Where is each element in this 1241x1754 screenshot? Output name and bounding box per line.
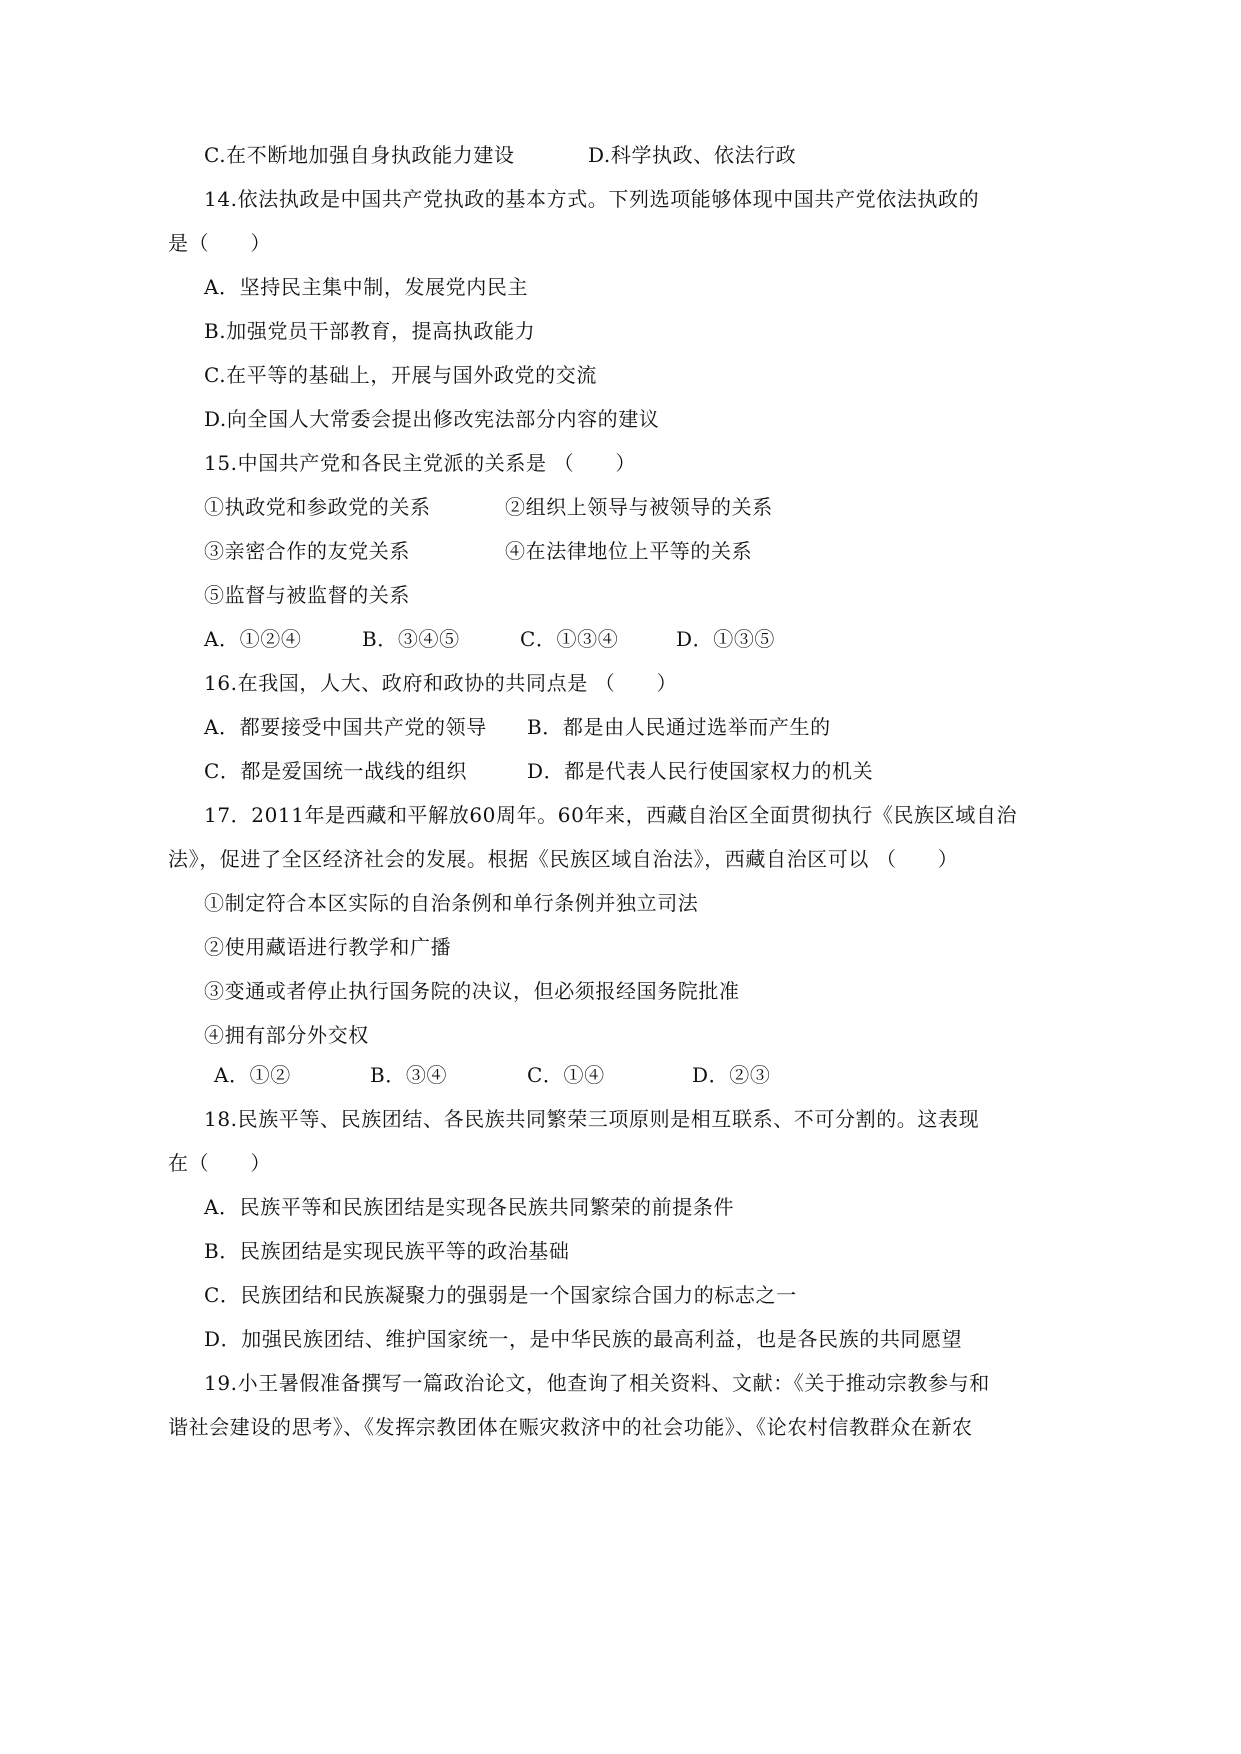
q16-option-c: C．都是爱国统一战线的组织 bbox=[204, 759, 468, 783]
q18-stem-continued: 在（ ） bbox=[168, 1151, 271, 1175]
q15-item-2: ②组织上领导与被领导的关系 bbox=[505, 495, 773, 519]
q14-stem: 14.依法执政是中国共产党执政的基本方式。下列选项能够体现中国共产党依法执政的 bbox=[204, 187, 980, 211]
q14-option-a: A．坚持民主集中制，发展党内民主 bbox=[204, 275, 529, 299]
q17-stem-continued: 法》，促进了全区经济社会的发展。根据《民族区域自治法》，西藏自治区可以 （ ） bbox=[168, 847, 959, 871]
q14-option-d: D.向全国人大常委会提出修改宪法部分内容的建议 bbox=[204, 407, 660, 431]
q17-option-c: C．①④ bbox=[527, 1063, 605, 1087]
q15-item-3: ③亲密合作的友党关系 bbox=[204, 539, 410, 563]
q13-option-d: D.科学执政、依法行政 bbox=[588, 143, 797, 167]
q18-option-c: C．民族团结和民族凝聚力的强弱是一个国家综合国力的标志之一 bbox=[204, 1283, 797, 1307]
q15-option-d: D．①③⑤ bbox=[676, 627, 776, 651]
q18-option-d: D．加强民族团结、维护国家统一，是中华民族的最高利益，也是各民族的共同愿望 bbox=[204, 1327, 963, 1351]
q17-stem: 17．2011年是西藏和平解放60周年。60年来，西藏自治区全面贯彻执行《民族区域自治 bbox=[204, 803, 1018, 827]
q14-option-b: B.加强党员干部教育，提高执政能力 bbox=[204, 319, 536, 343]
q17-option-b: B．③④ bbox=[370, 1063, 448, 1087]
q15-stem: 15.中国共产党和各民主党派的关系是 （ ） bbox=[204, 451, 636, 475]
q15-item-1: ①执政党和参政党的关系 bbox=[204, 495, 431, 519]
q17-option-d: D．②③ bbox=[692, 1063, 771, 1087]
q16-option-d: D．都是代表人民行使国家权力的机关 bbox=[527, 759, 874, 783]
q17-item-1: ①制定符合本区实际的自治条例和单行条例并独立司法 bbox=[204, 891, 699, 915]
q17-item-2: ②使用藏语进行教学和广播 bbox=[204, 935, 452, 959]
q14-option-c: C.在平等的基础上，开展与国外政党的交流 bbox=[204, 363, 597, 387]
q17-item-3: ③变通或者停止执行国务院的决议，但必须报经国务院批准 bbox=[204, 979, 740, 1003]
q16-option-a: A．都要接受中国共产党的领导 bbox=[204, 715, 487, 739]
q19-stem: 19.小王暑假准备撰写一篇政治论文，他查询了相关资料、文献：《关于推动宗教参与和 bbox=[204, 1371, 990, 1395]
q15-item-5: ⑤监督与被监督的关系 bbox=[204, 583, 410, 607]
q15-item-4: ④在法律地位上平等的关系 bbox=[505, 539, 753, 563]
q18-option-b: B．民族团结是实现民族平等的政治基础 bbox=[204, 1239, 570, 1263]
q16-stem: 16.在我国，人大、政府和政协的共同点是 （ ） bbox=[204, 671, 678, 695]
q15-option-c: C．①③④ bbox=[520, 627, 619, 651]
q18-option-a: A．民族平等和民族团结是实现各民族共同繁荣的前提条件 bbox=[204, 1195, 735, 1219]
q13-option-c: C.在不断地加强自身执政能力建设 bbox=[204, 143, 515, 167]
q17-option-a: A．①② bbox=[214, 1063, 291, 1087]
q18-stem: 18.民族平等、民族团结、各民族共同繁荣三项原则是相互联系、不可分割的。这表现 bbox=[204, 1107, 980, 1131]
q16-option-b: B．都是由人民通过选举而产生的 bbox=[527, 715, 831, 739]
q14-stem-continued: 是（ ） bbox=[168, 231, 271, 255]
q15-option-a: A．①②④ bbox=[204, 627, 302, 651]
q15-option-b: B．③④⑤ bbox=[362, 627, 460, 651]
q19-stem-continued: 谐社会建设的思考》、《发挥宗教团体在赈灾救济中的社会功能》、《论农村信教群众在新农 bbox=[168, 1415, 973, 1439]
q17-item-4: ④拥有部分外交权 bbox=[204, 1023, 369, 1047]
